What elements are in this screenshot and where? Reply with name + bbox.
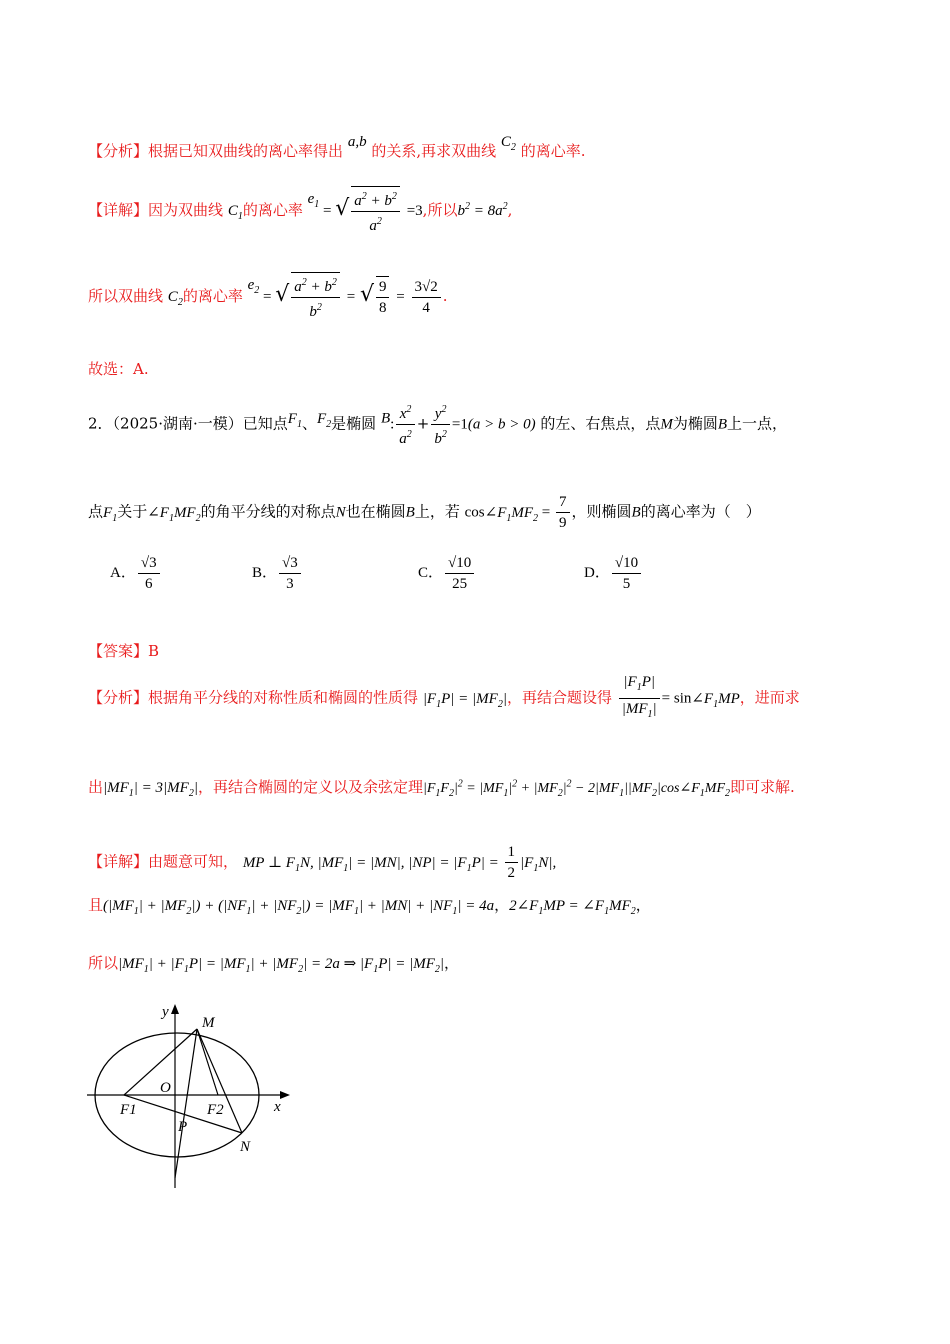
line-m-f2 [197,1029,218,1095]
detail-1: 【详解】因为双曲线 $C_1$的离心率 $e_1$ = √ $\frac{a^2 + b^2}{a^2}$ =3,所以$b^2 = 8a^2$, [88,186,512,236]
label-f1: F1 [120,1102,137,1118]
analysis-1: 【分析】根据已知双曲线的离心率得出 a,b 的关系,再求双曲线 $C_2$ 的离心率. [88,134,586,160]
answer: 【答案】B [88,642,160,660]
math-sqrt-frac: $\frac{a^2 + b^2}{a^2}$ [351,186,400,236]
detail-2-line-3: 所以$|MF_1| + |F_1P| = |MF_1| + |MF_2| = 2a$ ⇒ $|F_1P| = |MF_2|$， [88,954,460,975]
analysis-2-line-2: 出$|MF_1| = 3|MF_2|$，再结合椭圆的定义以及余弦定理$|F_1F_2|^2 = |MF_1|^2 + |MF_2|^2$ − $2|MF_1||MF_2|\cos\angle F_1MF_2$即可求解. [88,778,795,799]
y-axis-arrow [171,1004,179,1014]
option-a[interactable]: A． $\frac{√3}{6}$ [110,553,162,594]
analysis-tag: 【分析】 [88,142,149,160]
math-ab: a,b [347,134,367,150]
label-m: M [202,1015,215,1031]
label-f2: F2 [207,1102,224,1118]
detail-1b: 所以双曲线 $C_2$的离心率 $e_2$ = √ $\frac{a^2 + b^2}{b^2}$ = √ $\frac{9}{8}$ = $\frac{3√2}{4}$ . [88,272,448,322]
x-axis-arrow [280,1091,290,1099]
ellipse-figure [82,1000,302,1195]
choice-1: 故选：A. [88,360,149,378]
label-o: O [160,1080,171,1096]
label-x: x [274,1099,281,1115]
label-y: y [162,1004,169,1020]
math-c1: $C_1$ [227,203,243,222]
option-c[interactable]: C． $\frac{√10}{25}$ [418,553,476,594]
question-2: 2．（2025·湖南·一模）已知点$F_1$、$F_2$是椭圆 B: $\frac{x^2}{a^2}$ + $\frac{y^2}{b^2}$ =1(a > b > 0) 的左、右焦点，点M为椭圆B上一点， [88,400,787,449]
label-p: P [178,1119,188,1135]
option-d[interactable]: D． $\frac{√10}{5}$ [584,553,643,594]
option-b[interactable]: B． $\frac{√3}{3}$ [252,553,303,594]
detail-2-line-2: 且$(|MF_1| + |MF_2|) + (|NF_1| + |NF_2|) = |MF_1| + |MN| + |NF_1| = 4a$，$2\angle F_1MP$ = $\angle F_1MF_2$， [88,896,651,917]
math-c2: $C_2$ [500,134,516,153]
analysis-2: 【分析】根据角平分线的对称性质和椭圆的性质得 $|F_1P| = |MF_2|$，再结合题设得 $\frac{|F_1P|}{|MF_1|}$ = $\sin\angle F_1MP$，进而求 [88,674,800,720]
detail-2: 【详解】由题意可知， MP ⊥ $F_1N$, $|MF_1| = |MN|$, $|NP| = |F_1P|$ = $\frac{1}{2}$ $|F_1N|$, [88,844,557,881]
label-n: N [240,1139,251,1155]
question-2-line-2: 点$F_1$关于$\angle F_1MF_2$的角平分线的对称点N也在椭圆B上，若 $\cos\angle F_1MF_2$ = $\frac{7}{9}$ ，则椭圆B的离心率为（ ） [88,494,761,531]
